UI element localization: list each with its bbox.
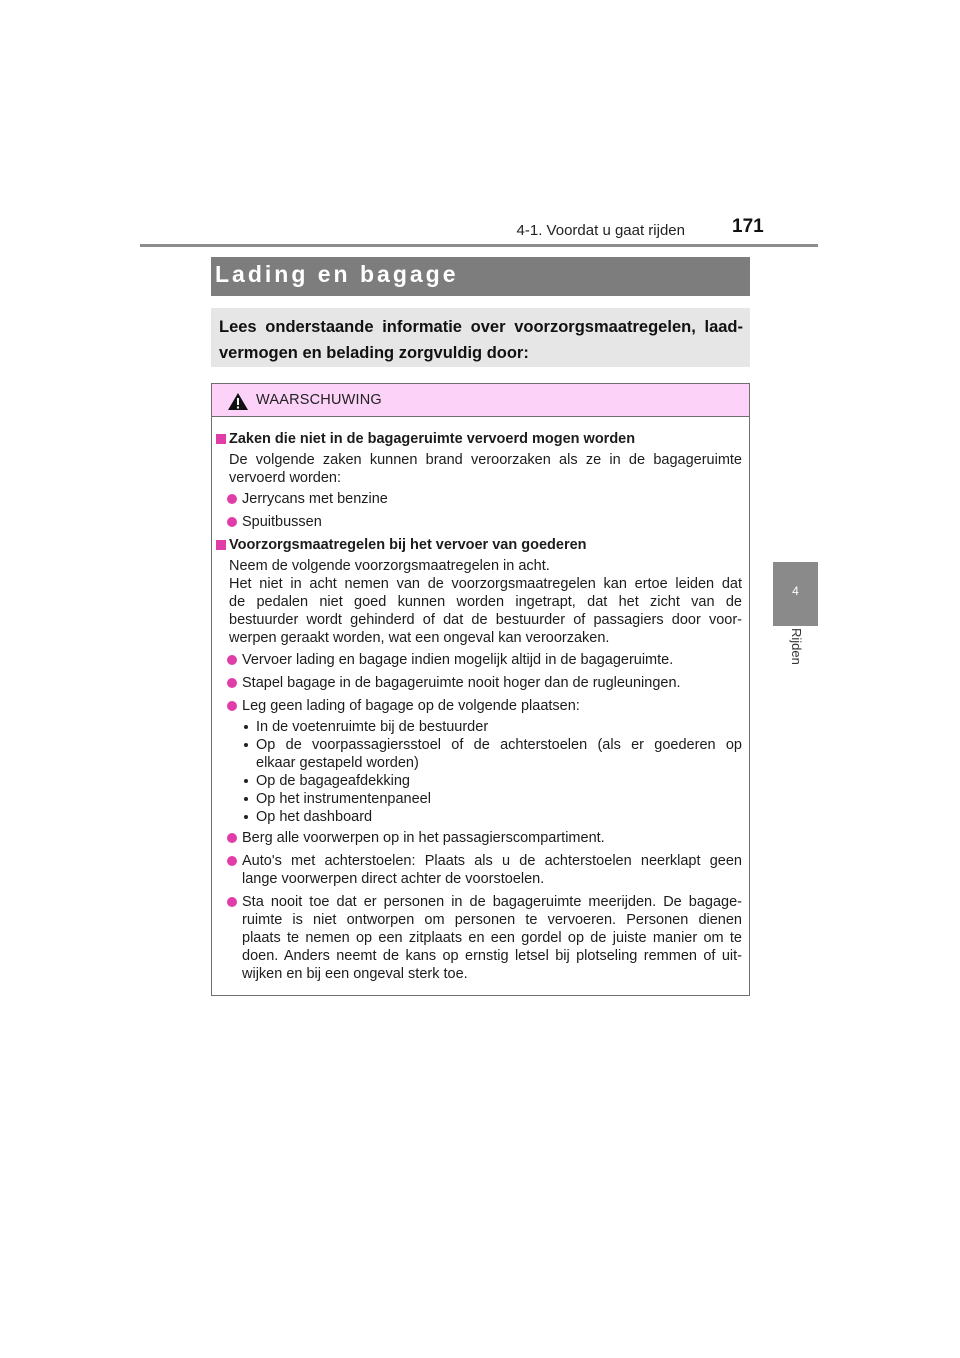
section-bullet-icon xyxy=(216,540,226,550)
section-bullet-icon xyxy=(216,434,226,444)
warning-header xyxy=(212,384,749,417)
list-item: plaats te nemen op een zitplaats en een gordel op de juiste manier om te xyxy=(242,930,742,946)
sub-bullet-icon xyxy=(244,815,248,819)
sub-list-item: Op de voorpassagiersstoel of de achterstoelen (als er goederen op xyxy=(256,737,742,753)
sub-bullet-icon xyxy=(244,725,248,729)
list-item: lange voorwerpen direct achter de voorstoelen. xyxy=(242,871,545,887)
warning-label: WAARSCHUWING xyxy=(256,392,382,408)
list-item: doen. Anders neemt de kans op ernstig letsel bij plotseling remmen of uit- xyxy=(242,948,742,964)
list-bullet-icon xyxy=(227,897,237,907)
sub-list-item: Op het dashboard xyxy=(256,809,373,825)
section-text: werpen geraakt worden, wat een ongeval kan veroorzaken. xyxy=(229,630,610,646)
list-bullet-icon xyxy=(227,655,237,665)
sub-bullet-icon xyxy=(244,743,248,747)
intro-line-2: vermogen en belading zorgvuldig door: xyxy=(219,344,529,362)
list-item: Jerrycans met benzine xyxy=(242,491,388,507)
list-bullet-icon xyxy=(227,701,237,711)
section-heading: Voorzorgsmaatregelen bij het vervoer van goederen xyxy=(229,537,587,553)
section-text: Het niet in acht nemen van de voorzorgsmaatregelen kan ertoe leiden dat xyxy=(229,576,742,592)
list-bullet-icon xyxy=(227,678,237,688)
list-bullet-icon xyxy=(227,494,237,504)
sub-bullet-icon xyxy=(244,797,248,801)
list-item: Spuitbussen xyxy=(242,514,322,530)
list-bullet-icon xyxy=(227,517,237,527)
list-item: Stapel bagage in de bagageruimte nooit hoger dan de rugleuningen. xyxy=(242,675,681,691)
chapter-number: 4 xyxy=(792,584,799,598)
sub-bullet-icon xyxy=(244,779,248,783)
page-number: 171 xyxy=(732,216,764,237)
list-item: Leg geen lading of bagage op de volgende plaatsen: xyxy=(242,698,580,714)
list-item: wijken en bij een ongeval sterk toe. xyxy=(242,966,468,982)
intro-box xyxy=(211,308,750,367)
intro-line-1: Lees onderstaande informatie over voorzorgsmaatregelen, laad- xyxy=(219,318,743,336)
sub-list-item: In de voetenruimte bij de bestuurder xyxy=(256,719,489,735)
sub-list-item: elkaar gestapeld worden) xyxy=(256,755,419,771)
section-text: vervoerd worden: xyxy=(229,470,342,486)
warning-box xyxy=(211,383,750,996)
header-divider xyxy=(140,244,818,247)
page-title-bar xyxy=(211,257,750,296)
chapter-tab xyxy=(773,562,818,626)
list-item: ruimte is niet ontworpen om personen te vervoeren. Personen dienen xyxy=(242,912,742,928)
page-title: Lading en bagage xyxy=(215,261,459,287)
intro-text xyxy=(219,314,743,366)
list-item: Vervoer lading en bagage indien mogelijk altijd in de bagageruimte. xyxy=(242,652,674,668)
list-item: Berg alle voorwerpen op in het passagierscompartiment. xyxy=(242,830,605,846)
section-label: 4-1. Voordat u gaat rijden xyxy=(516,222,685,239)
section-text: de pedalen niet goed kunnen worden ingetrapt, dat het zicht van de xyxy=(229,594,742,610)
section-text: Neem de volgende voorzorgsmaatregelen in acht. xyxy=(229,558,550,574)
chapter-label: Rijden xyxy=(789,628,804,665)
sub-list-item: Op het instrumentenpaneel xyxy=(256,791,431,807)
list-bullet-icon xyxy=(227,833,237,843)
section-heading: Zaken die niet in de bagageruimte vervoerd mogen worden xyxy=(229,431,636,447)
list-item: Auto's met achterstoelen: Plaats als u de achterstoelen neerklapt geen xyxy=(242,853,742,869)
section-text: bestuurder wordt gehinderd of dat de bestuurder of passagiers door voor- xyxy=(229,612,742,628)
sub-list-item: Op de bagageafdekking xyxy=(256,773,410,789)
section-text: De volgende zaken kunnen brand veroorzaken als ze in de bagageruimte xyxy=(229,452,742,468)
list-bullet-icon xyxy=(227,856,237,866)
list-item: Sta nooit toe dat er personen in de bagageruimte meerijden. De bagage- xyxy=(242,894,742,910)
warning-triangle-icon xyxy=(227,392,249,411)
